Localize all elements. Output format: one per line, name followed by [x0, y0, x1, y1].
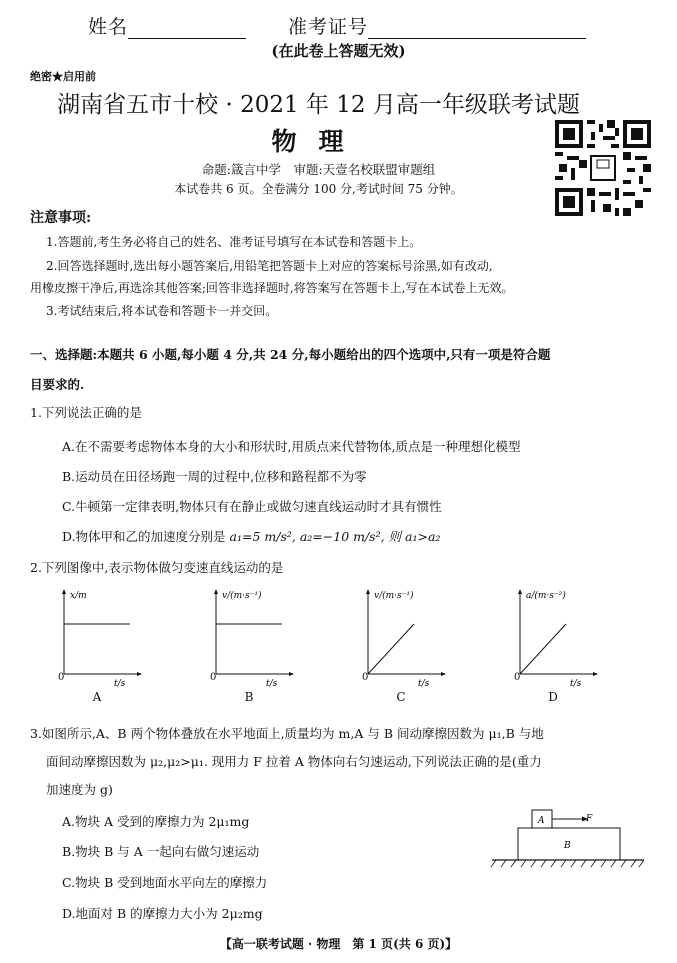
- graph-d-origin: 0: [514, 672, 521, 683]
- block-b-label: B: [564, 841, 571, 851]
- graph-a: [60, 588, 142, 688]
- question-1-option-c: C.牛顿第一定律表明,物体只有在静止或做匀速直线运动时才具有惯性: [62, 499, 442, 514]
- exam-info: 本试卷共 6 页。全卷满分 100 分,考试时间 75 分钟。: [174, 182, 463, 196]
- graph-d: [516, 588, 598, 688]
- graph-c: [364, 588, 446, 688]
- question-3-stem-3: 加速度为 g): [46, 782, 113, 797]
- question-3-option-b: B.物块 B 与 A 一起向右做匀速运动: [62, 844, 260, 859]
- graph-a-ylabel: x/m: [70, 591, 87, 601]
- question-1-option-a: A.在不需要考虑物体本身的大小和形状时,用质点来代替物体,质点是一种理想化模型: [62, 439, 521, 454]
- graph-a-xlabel: t/s: [114, 679, 126, 688]
- graph-b: [212, 588, 294, 688]
- question-3-option-c: C.物块 B 受到地面水平向左的摩擦力: [62, 875, 268, 890]
- graph-c-origin: 0: [362, 672, 369, 683]
- graph-a-origin: 0: [58, 672, 65, 683]
- name-field: 姓名: [88, 12, 246, 39]
- graph-b-label: B: [244, 690, 254, 704]
- graph-d-label: D: [548, 690, 558, 704]
- exam-authors: 命题:箴言中学 审题:天壹名校联盟审题组: [201, 162, 436, 177]
- question-1-option-d: D.物体甲和乙的加速度分别是 a₁=5 m/s², a₂=−10 m/s², 则 a₁>a₂: [62, 529, 441, 544]
- blocks-figure: [488, 808, 648, 870]
- ticket-blank: [368, 20, 586, 39]
- section-title: 一、选择题:本题共 6 小题,每小题 4 分,共 24 分,每小题给出的四个选项中,只有一项是符合题: [30, 347, 551, 362]
- graph-b-origin: 0: [210, 672, 217, 683]
- section-title-cont: 目要求的.: [30, 377, 85, 392]
- graph-a-label: A: [92, 690, 102, 704]
- graph-b-xlabel: t/s: [266, 679, 278, 688]
- graph-d-ylabel: a/(m·s⁻²): [526, 591, 566, 601]
- question-1-stem: 1.下列说法正确的是: [30, 405, 142, 420]
- exam-subject: 物理: [271, 127, 366, 156]
- notice-heading: 注意事项:: [30, 210, 92, 226]
- graph-c-xlabel: t/s: [418, 679, 430, 688]
- graph-c-label: C: [396, 690, 406, 704]
- graph-d-xlabel: t/s: [570, 679, 582, 688]
- question-2-stem: 2.下列图像中,表示物体做匀变速直线运动的是: [30, 560, 284, 575]
- graph-c-ylabel: v/(m·s⁻¹): [374, 591, 414, 601]
- secret-mark: 绝密★启用前: [30, 70, 96, 83]
- question-1-option-b: B.运动员在田径场跑一周的过程中,位移和路程都不为零: [62, 469, 367, 484]
- ticket-field: 准考证号: [288, 12, 586, 39]
- graph-b-ylabel: v/(m·s⁻¹): [222, 591, 262, 601]
- question-3-stem-2: 面间动摩擦因数为 μ₂,μ₂>μ₁. 现用力 F 拉着 A 物体向右匀速运动,下列说法正确的是(重力: [46, 754, 542, 769]
- question-3-stem-1: 3.如图所示,A、B 两个物体叠放在水平地面上,质量均为 m,A 与 B 间动摩擦因数为 μ₁,B 与地: [30, 726, 544, 741]
- notice-item-2: 2.回答选择题时,选出每小题答案后,用铅笔把答题卡上对应的答案标号涂黑,如有改动,: [46, 259, 493, 273]
- notice-item-2-cont: 用橡皮擦干净后,再选涂其他答案;回答非选择题时,将答案写在答题卡上,写在本试卷上无效。: [30, 281, 514, 295]
- qr-code-icon: [555, 120, 651, 216]
- invalid-notice: (在此卷上答题无效): [271, 42, 406, 60]
- question-3-option-a: A.物块 A 受到的摩擦力为 2μ₁mg: [62, 814, 250, 829]
- question-3-option-d: D.地面对 B 的摩擦力大小为 2μ₂mg: [62, 906, 263, 921]
- name-blank: [128, 20, 246, 39]
- notice-item-1: 1.答题前,考生务必将自己的姓名、准考证号填写在本试卷和答题卡上。: [46, 235, 422, 249]
- notice-item-3: 3.考试结束后,将本试卷和答题卡一并交回。: [46, 304, 278, 318]
- page-footer: 【高一联考试题 · 物理 第 1 页(共 6 页)】: [219, 937, 458, 951]
- exam-title: 湖南省五市十校 · 2021 年 12 月高一年级联考试题: [57, 92, 580, 118]
- block-a-label: A: [538, 816, 545, 826]
- force-f-label: F: [586, 814, 593, 824]
